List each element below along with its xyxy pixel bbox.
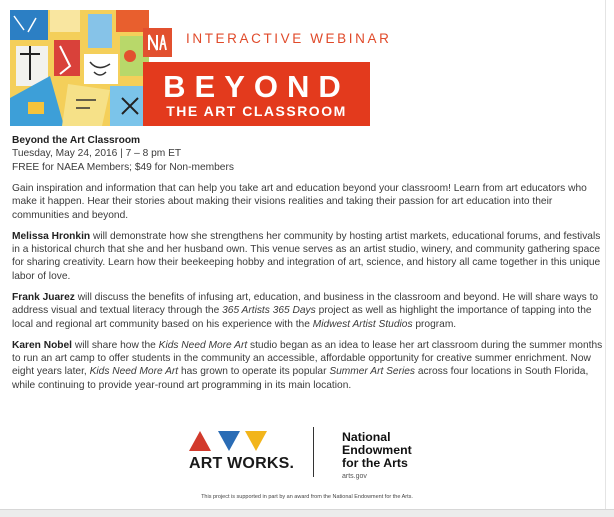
support-note: This project is supported in part by an award from the National Endowment for the Arts. (201, 494, 413, 500)
title-banner (143, 62, 370, 126)
nea-logo-line3: for the Arts (342, 456, 408, 470)
event-details (12, 134, 604, 174)
webinar-description (12, 134, 604, 400)
nea-logo-line2: Endowment (342, 443, 412, 457)
nea-url[interactable]: arts.gov (342, 473, 367, 480)
art-works-logo-text: ART WORKS. (189, 455, 295, 472)
naea-logo (143, 28, 172, 57)
banner-subtitle: THE ART CLASSROOM (166, 103, 347, 119)
speaker-paragraph-juarez: Frank Juarez will discuss the benefits of infusing art, education, and business in the classroom and beyond. He will share ways to address visual and textual literacy through the 365 Artists 365 Days project as well as highlight the importance of tapping into the local and regional art community based on his experience with the Midwest Artist Studios program. (12, 291, 599, 330)
speaker-name: Karen Nobel (12, 339, 73, 351)
studio-name: Kids Need More Art (158, 339, 248, 351)
webinar-label: INTERACTIVE WEBINAR (186, 31, 392, 46)
speaker-paragraph-hronkin: Melissa Hronkin will demonstrate how she strengthens her community by hosting artist markets, educational forums, and festivals in a historical church that she and her husband own. This venue serves as an artist studio, winery, and community gathering space for sharing creativity. Learn how their beekeeping hobby and integration of art, science, and history all came together in this unique labor of love. (12, 230, 601, 282)
speaker-name: Melissa Hronkin (12, 230, 91, 242)
banner-title: BEYOND (163, 69, 350, 104)
speaker-name: Frank Juarez (12, 291, 75, 303)
logo-divider (313, 427, 314, 477)
banner-artwork-image (10, 10, 149, 126)
project-title: 365 Artists 365 Days (222, 305, 316, 317)
event-price: FREE for NAEA Members; $49 for Non-members (12, 161, 234, 173)
speaker-paragraph-nobel: Karen Nobel will share how the Kids Need More Art studio began as an idea to lease her art classroom during the summer months to run an art camp to offer students in the community an accessible, affordable opportunity for creative summer enrichment. Now eight years later, Kids Need More Art has grown to operate its popular Summer Art Series across four locations in South Florida, while continuing to provide year-round art programming in its main location. (12, 339, 603, 391)
nea-logo-line1: National (342, 430, 391, 444)
studio-name: Kids Need More Art (89, 366, 179, 378)
window-edge (605, 0, 606, 509)
event-datetime: Tuesday, May 24, 2016 | 7 – 8 pm ET (12, 148, 182, 160)
intro-paragraph: Gain inspiration and information that can help you take art and education beyond your classroom! Learn from art educators who make it happen. Hear their stories about making their visions realities and taking their passion for art education into their communities and beyond. (12, 182, 587, 221)
series-name: Summer Art Series (329, 366, 415, 378)
event-title: Beyond the Art Classroom (12, 135, 141, 146)
project-title: Midwest Artist Studios (312, 318, 413, 330)
art-works-triangles-icon (189, 429, 299, 453)
